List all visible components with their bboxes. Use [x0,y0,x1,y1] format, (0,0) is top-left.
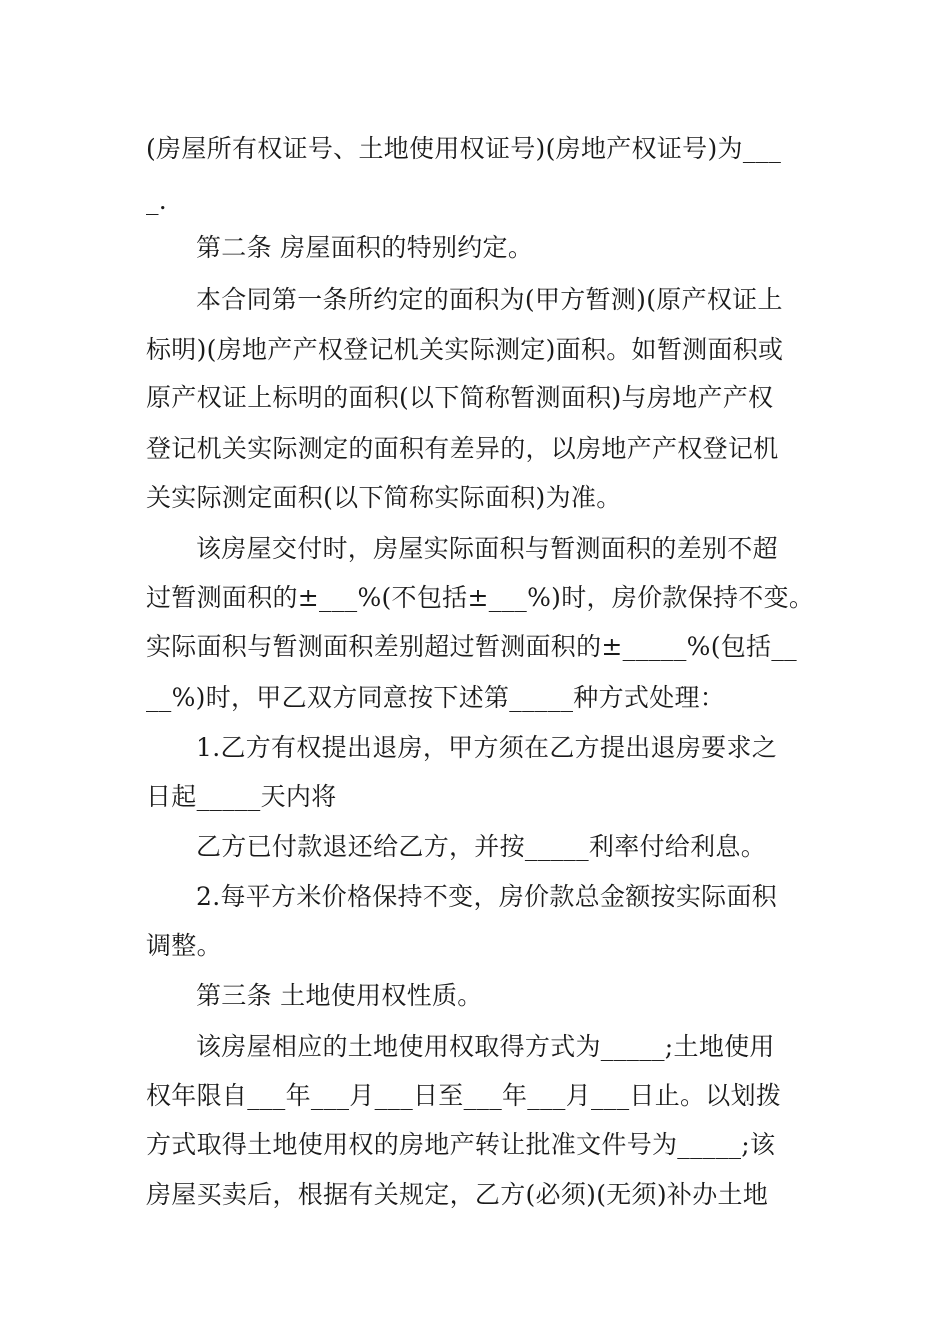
text-line-4: 本合同第一条所约定的面积为(甲方暂测)(原产权证上 [196,285,783,314]
article-2-heading: 第二条 房屋面积的特别约定。 [196,233,534,262]
text-line-16: 2.每平方米价格保持不变，房价款总金额按实际面积 [196,882,778,911]
article-3-heading: 第三条 土地使用权性质。 [196,981,483,1010]
text-line-7: 登记机关实际测定的面积有差异的，以房地产产权登记机 [146,434,779,463]
text-line-19: 该房屋相应的土地使用权取得方式为_____;土地使用 [196,1032,775,1061]
text-line-5: 标明)(房地产产权登记机关实际测定)面积。如暂测面积或 [146,335,784,364]
text-line-11: 实际面积与暂测面积差别超过暂测面积的±_____%(包括__ [146,632,797,661]
text-line-1: (房屋所有权证号、土地使用权证号)(房地产权证号)为___ [146,134,782,163]
text-line-13: 1.乙方有权提出退房，甲方须在乙方提出退房要求之 [196,733,778,762]
text-line-12: __%)时，甲乙双方同意按下述第_____种方式处理： [146,683,726,712]
text-line-14: 日起_____天内将 [146,782,337,811]
text-line-22: 房屋买卖后，根据有关规定，乙方(必须)(无须)补办土地 [146,1180,769,1209]
text-line-6: 原产权证上标明的面积(以下简称暂测面积)与房地产产权 [146,383,774,412]
text-line-21: 方式取得土地使用权的房地产转让批准文件号为_____;该 [146,1130,776,1159]
text-line-9: 该房屋交付时，房屋实际面积与暂测面积的差别不超 [196,534,778,563]
text-line-8: 关实际测定面积(以下简称实际面积)为准。 [146,483,622,512]
text-line-20: 权年限自___年___月___日至___年___月___日止。以划拨 [146,1081,782,1110]
text-line-10: 过暂测面积的±___%(不包括±___%)时，房价款保持不变。 [146,583,815,612]
text-line-17: 调整。 [146,931,222,960]
text-line-2: _. [146,186,168,215]
text-line-15: 乙方已付款退还给乙方，并按_____利率付给利息。 [196,832,767,861]
